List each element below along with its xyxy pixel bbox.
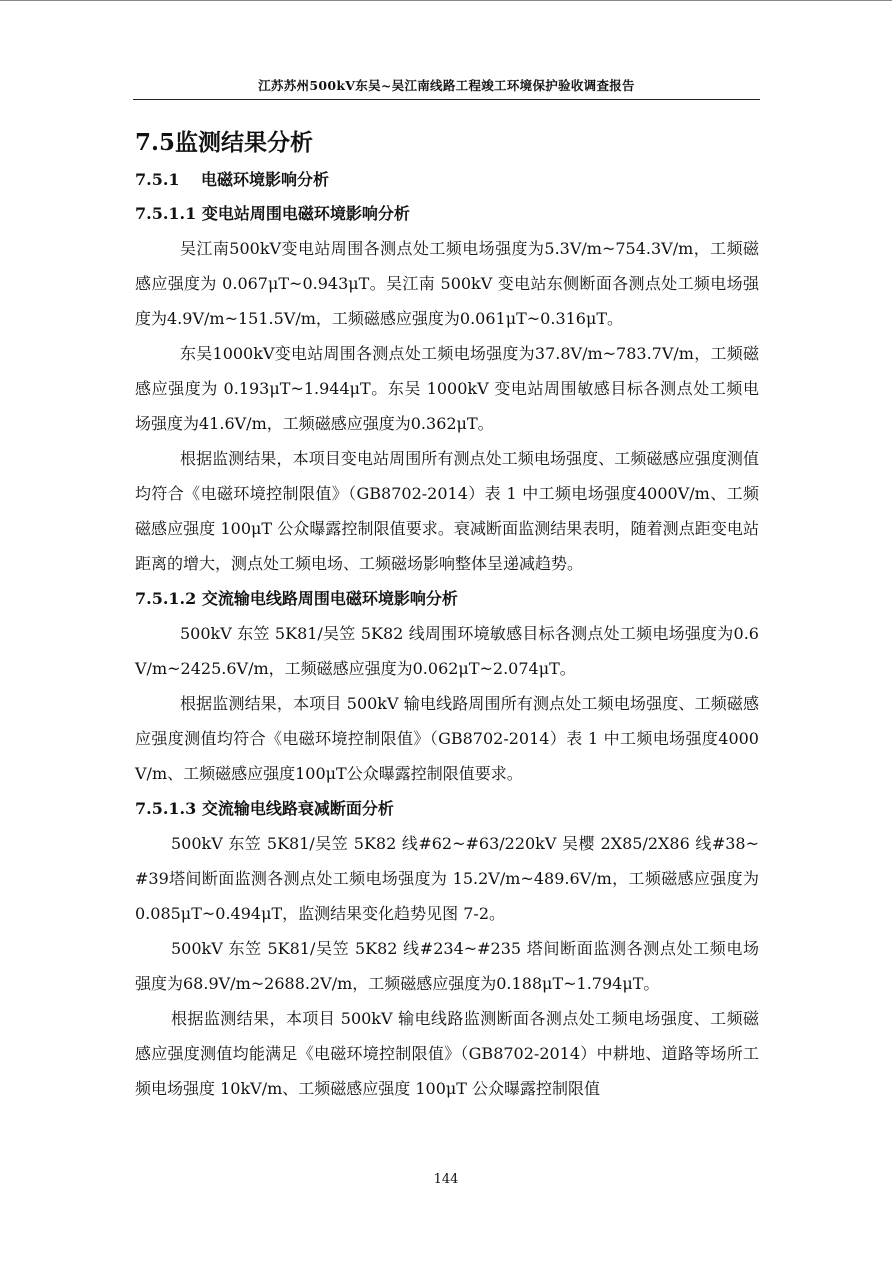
heading-7-5-1-1: 7.5.1.1 变电站周围电磁环境影响分析: [135, 204, 410, 223]
paragraph: 根据监测结果，本项目 500kV 输电线路周围所有测点处工频电场强度、工频磁感应强度测值均符合《电磁环境控制限值》（GB8702-2014）表 1 中工频电场强度4000V/m、工频磁感应强度100μT公众曝露控制限值要求。: [135, 694, 759, 783]
subsection-heading: [135, 164, 759, 196]
paragraph: 500kV 东笠 5K81/吴笠 5K82 线#234~#235 塔间断面监测各测点处工频电场强度为68.9V/m~2688.2V/m，工频磁感应强度为0.188μT~1.794μT。: [135, 939, 759, 993]
heading-7-5-1-2: 7.5.1.2 交流输电线路周围电磁环境影响分析: [135, 589, 458, 608]
subsection-title: 电磁环境影响分析: [201, 170, 330, 189]
paragraph: 根据监测结果，本项目 500kV 输电线路监测断面各测点处工频电场强度、工频磁感应强度测值均能满足《电磁环境控制限值》（GB8702-2014）中耕地、道路等场所工频电场强度 10kV/m、工频磁感应强度 100μT 公众曝露控制限值: [135, 1009, 759, 1098]
page-number: 144: [433, 1172, 459, 1187]
paragraph: 吴江南500kV变电站周围各测点处工频电场强度为5.3V/m~754.3V/m，工频磁感应强度为 0.067μT~0.943μT。吴江南 500kV 变电站东侧断面各测点处工频电场强度为4.9V/m~151.5V/m，工频磁感应强度为0.061μT~0.316μT。: [135, 239, 759, 328]
header-rule: [133, 99, 760, 100]
paragraph: 500kV 东笠 5K81/吴笠 5K82 线周围环境敏感目标各测点处工频电场强度为0.6V/m~2425.6V/m，工频磁感应强度为0.062μT~2.074μT。: [135, 624, 759, 678]
top-edge-rule: [0, 0, 892, 1]
paragraph: 根据监测结果，本项目变电站周围所有测点处工频电场强度、工频磁感应强度测值均符合《电磁环境控制限值》（GB8702-2014）表 1 中工频电场强度4000V/m、工频磁感应强度 100μT 公众曝露控制限值要求。衰减断面监测结果表明，随着测点距变电站距离的增大，测点处工频电场、工频磁场影响整体呈递减趋势。: [135, 449, 759, 573]
paragraph: 东吴1000kV变电站周围各测点处工频电场强度为37.8V/m~783.7V/m，工频磁感应强度为 0.193μT~1.944μT。东吴 1000kV 变电站周围敏感目标各测点处工频电场强度为41.6V/m，工频磁感应强度为0.362μT。: [135, 344, 759, 433]
running-header: 江苏苏州500kV东吴~吴江南线路工程竣工环境保护验收调查报告: [258, 78, 635, 93]
heading-7-5-1-3: 7.5.1.3 交流输电线路衰减断面分析: [135, 799, 394, 818]
subsection-number: 7.5.1: [135, 170, 180, 189]
page-body: [135, 122, 759, 1106]
paragraph: 500kV 东笠 5K81/吴笠 5K82 线#62~#63/220kV 吴樱 2X85/2X86 线#38~#39塔间断面监测各测点处工频电场强度为 15.2V/m~489.6V/m，工频磁感应强度为0.085μT~0.494μT，监测结果变化趋势见图 7-2。: [135, 834, 759, 923]
section-title: 7.5监测结果分析: [135, 129, 314, 156]
